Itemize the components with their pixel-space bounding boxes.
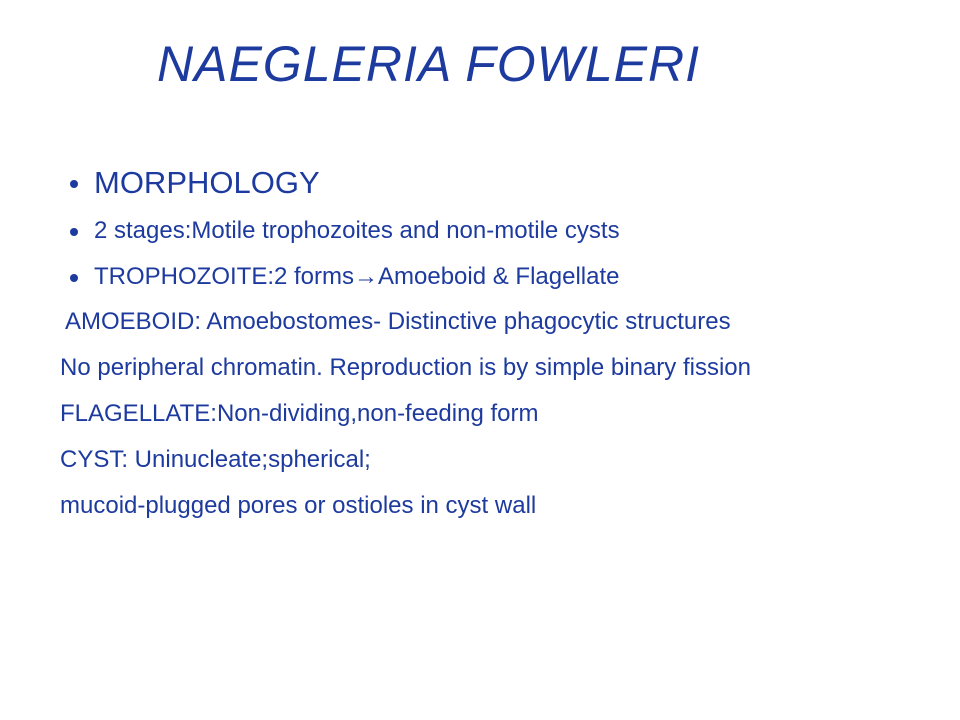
paragraph-cyst: CYST: Uninucleate;spherical; — [60, 446, 371, 473]
paragraph-cyst-wall: mucoid-plugged pores or ostioles in cyst wall — [60, 492, 537, 519]
bullet-dot-icon — [70, 274, 78, 282]
bullet-morphology — [60, 164, 920, 202]
slide-title: NAEGLERIA FOWLERI — [157, 36, 701, 92]
bullet-trophozoite — [60, 262, 920, 292]
paragraph-amoeboid: AMOEBOID: Amoebostomes- Distinctive phagocytic structures — [65, 308, 731, 335]
bullet-stages — [60, 216, 920, 246]
bullet-dot-icon — [70, 180, 78, 188]
bullet-text: MORPHOLOGY — [94, 165, 320, 200]
paragraph-chromatin: No peripheral chromatin. Reproduction is by simple binary fission — [60, 354, 751, 381]
bullet-dot-icon — [70, 228, 78, 236]
slide-body — [60, 164, 920, 538]
bullet-text: 2 stages:Motile trophozoites and non-motile cysts — [94, 217, 620, 244]
bullet-text: TROPHOZOITE:2 forms→Amoeboid & Flagellate — [94, 263, 620, 290]
paragraph-flagellate: FLAGELLATE:Non-dividing,non-feeding form — [60, 400, 539, 427]
